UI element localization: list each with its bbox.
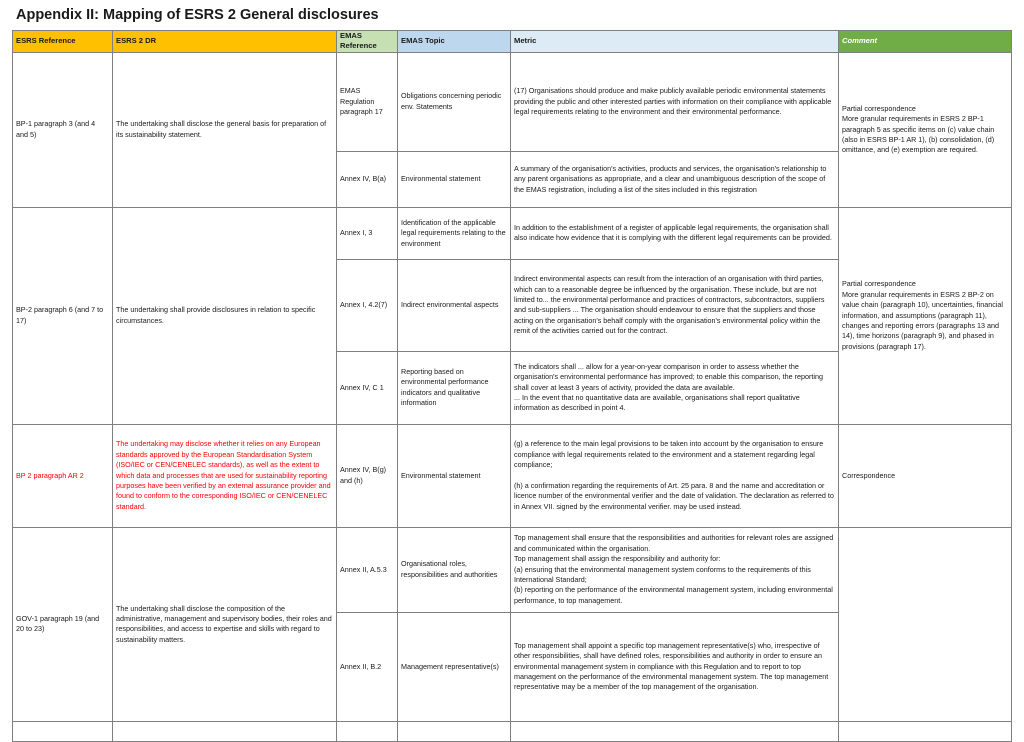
esrs-reference-cell: BP 2 paragraph AR 2 <box>13 424 113 527</box>
table-row <box>13 52 1012 151</box>
header-esrs-dr: ESRS 2 DR <box>113 31 337 53</box>
empty-cell <box>839 721 1012 741</box>
table-row <box>13 721 1012 741</box>
metric-cell: Top management shall appoint a specific top management representative(s) who, irrespective of other responsibilities, shall have defined roles, responsibilities and authority in order to ensure an environmental management system in compliance with this Regulation and to report to top management on the performance of the environmental management system. The top management representative may be a member of the top management of the organisation. <box>511 612 839 721</box>
empty-cell <box>13 721 113 741</box>
header-row <box>13 31 1012 53</box>
emas-topic-cell: Identification of the applicable legal requirements relating to the environment <box>398 207 511 259</box>
emas-reference-cell: Annex I, 4.2(7) <box>337 259 398 351</box>
emas-reference-cell: Annex IV, B(g) and (h) <box>337 424 398 527</box>
table-row <box>13 424 1012 527</box>
esrs-reference-cell: BP-2 paragraph 6 (and 7 to 17) <box>13 207 113 424</box>
header-comment: Comment <box>839 31 1012 53</box>
header-metric: Metric <box>511 31 839 53</box>
empty-cell <box>113 721 337 741</box>
emas-reference-cell: Annex II, B.2 <box>337 612 398 721</box>
esrs-reference-cell: GOV-1 paragraph 19 (and 20 to 23) <box>13 527 113 721</box>
emas-reference-cell: Annex II, A.5.3 <box>337 527 398 612</box>
header-emas-reference: EMAS Reference <box>337 31 398 53</box>
table-row <box>13 527 1012 612</box>
metric-cell: (g) a reference to the main legal provisions to be taken into account by the organisation to ensure compliance with legal requirements related to the environment and a statement regarding legal compliance; (h) a confirmation regarding the requirements of Art. 25 para. 8 and the name and accreditation or licence number of the environmental verifier and the date of validation. The declaration as referred to in Annex VII. signed by the environmental verifier. may be used instead. <box>511 424 839 527</box>
esrs-dr-cell: The undertaking may disclose whether it relies on any European standards approved by the European Standardisation System (ISO/IEC or CEN/CENELEC standards), as well as the extent to which data and processes that are used for sustainability reporting purposes have been verified by an external assurance provider and found to conform to the corresponding ISO/IEC or CEN/CENELEC standard. <box>113 424 337 527</box>
empty-cell <box>511 721 839 741</box>
empty-cell <box>337 721 398 741</box>
comment-cell: Partial correspondence More granular requirements in ESRS 2 BP-1 paragraph 5 as specific items on (c) value chain (also in ESRS BP-1 AR 1), (b) consolidation, (d) omittance, and (e) exemption are required. <box>839 52 1012 207</box>
mapping-table <box>12 30 1012 742</box>
emas-topic-cell: Obligations concerning periodic env. Statements <box>398 52 511 151</box>
table-row <box>13 207 1012 259</box>
header-emas-topic: EMAS Topic <box>398 31 511 53</box>
metric-cell: Top management shall ensure that the responsibilities and authorities for relevant roles are assigned and communicated within the organisation. Top management shall assign the responsibility and authority for: (a) ensuring that the environmental management system conforms to the requirements of this International Standard; (b) reporting on the performance of the environmental management system, including environmental performance, to top management. <box>511 527 839 612</box>
metric-cell: (17) Organisations should produce and make publicly available periodic environmental statements providing the public and other interested parties with information on their compliance with applicable legal requirements relating to the environment and their environmental performance. <box>511 52 839 151</box>
page-title: Appendix II: Mapping of ESRS 2 General disclosures <box>16 7 379 23</box>
emas-topic-cell: Organisational roles, responsibilities and authorities <box>398 527 511 612</box>
empty-cell <box>398 721 511 741</box>
metric-cell: Indirect environmental aspects can result from the interaction of an organisation with third parties, which can to a reasonable degree be influenced by the organisation. These include, but are not limited to... the environmental performance and practices of contractors, subcontractors, suppliers and sub-suppliers ... The organisation should endeavour to ensure that the suppliers and those acting on the organisation's behalf comply with the organisation's environmental policy within the remit of the activities carried out for the contract. <box>511 259 839 351</box>
emas-reference-cell: EMAS Regulation paragraph 17 <box>337 52 398 151</box>
emas-reference-cell: Annex IV, B(a) <box>337 151 398 207</box>
comment-cell <box>839 527 1012 721</box>
esrs-dr-cell: The undertaking shall provide disclosures in relation to specific circumstances. <box>113 207 337 424</box>
emas-topic-cell: Management representative(s) <box>398 612 511 721</box>
emas-topic-cell: Environmental statement <box>398 151 511 207</box>
emas-reference-cell: Annex IV, C 1 <box>337 351 398 424</box>
metric-cell: In addition to the establishment of a register of applicable legal requirements, the organisation shall also indicate how evidence that it is complying with the different legal requirements can be provided. <box>511 207 839 259</box>
emas-topic-cell: Indirect environmental aspects <box>398 259 511 351</box>
esrs-dr-cell: The undertaking shall disclose the composition of the administrative, management and supervisory bodies, their roles and responsibilities, and access to expertise and skills with regard to sustainability matters. <box>113 527 337 721</box>
header-esrs-reference: ESRS Reference <box>13 31 113 53</box>
metric-cell: The indicators shall ... allow for a year-on-year comparison in order to assess whether the organisation's environmental performance has improved; to enable this comparison, the reporting shall cover at least 3 years of activity, provided the data are available. ... In the event that no quantitative data are available, organisations shall report qualitative information as described in point 4. <box>511 351 839 424</box>
metric-cell: A summary of the organisation's activities, products and services, the organisation's relationship to any parent organisations as appropriate, and a clear and unambiguous description of the scope of the EMAS registration, including a list of the sites included in this registration <box>511 151 839 207</box>
emas-topic-cell: Environmental statement <box>398 424 511 527</box>
comment-cell: Correspondence <box>839 424 1012 527</box>
emas-reference-cell: Annex I, 3 <box>337 207 398 259</box>
esrs-reference-cell: BP-1 paragraph 3 (and 4 and 5) <box>13 52 113 207</box>
esrs-dr-cell: The undertaking shall disclose the general basis for preparation of its sustainability statement. <box>113 52 337 207</box>
comment-cell: Partial correspondence More granular requirements in ESRS 2 BP-2 on value chain (paragraph 10), uncertainties, financial information, and assumptions (paragraph 11), changes and reporting errors (paragraphs 13 and 14), time horizons (paragraph 9), and phased in provisions (paragraph 17). <box>839 207 1012 424</box>
emas-topic-cell: Reporting based on environmental performance indicators and qualitative information <box>398 351 511 424</box>
